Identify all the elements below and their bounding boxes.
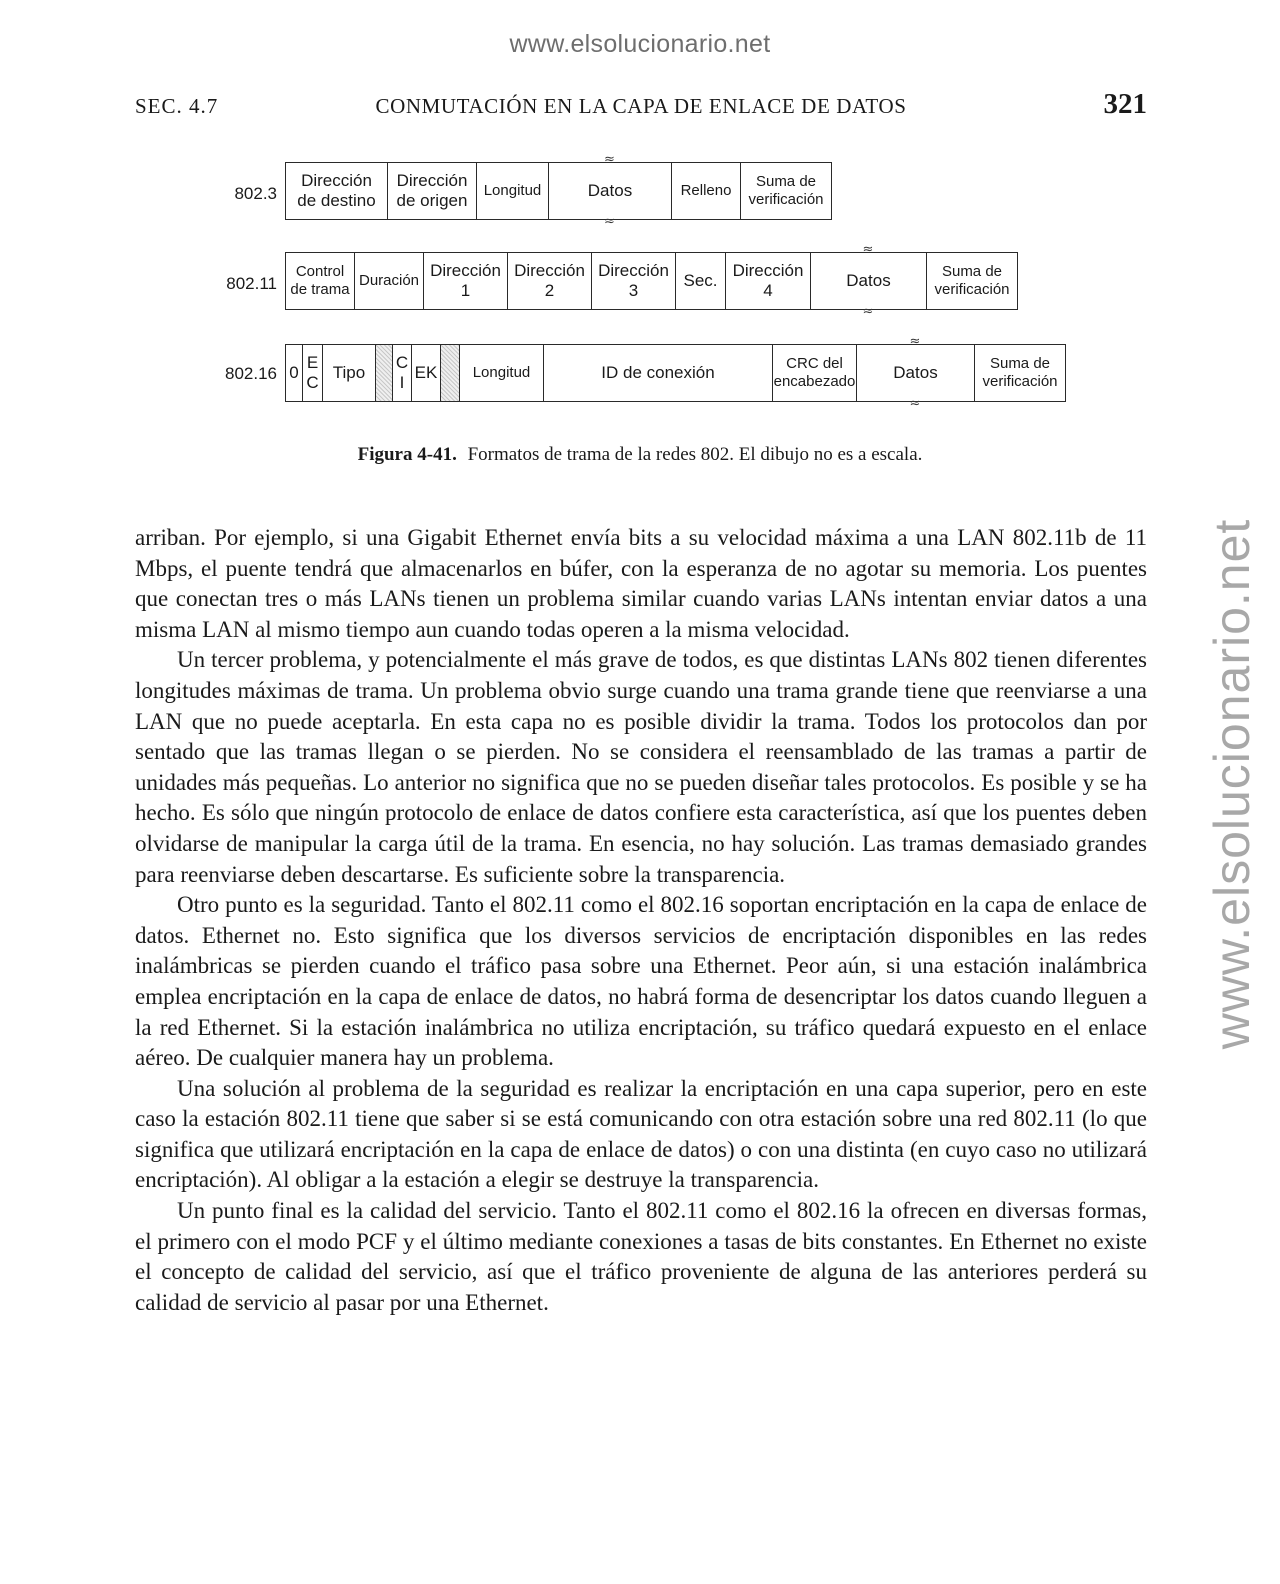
frame-field-line: I xyxy=(399,373,405,392)
frame-field xyxy=(740,162,832,220)
frame-field xyxy=(285,252,355,310)
frame-field-label xyxy=(514,261,585,302)
frame-field-label xyxy=(683,271,717,291)
frame-field-line: 0 xyxy=(289,362,299,382)
frame-field-label xyxy=(598,261,669,302)
frame-field-line: Sec. xyxy=(683,270,718,290)
frame-field-line: Relleno xyxy=(680,182,732,199)
frame-field-line: E xyxy=(306,352,319,372)
frame-field-line: C xyxy=(395,352,409,372)
frame-field-label xyxy=(484,182,542,200)
frame-field-label xyxy=(473,364,531,382)
frame-field-label xyxy=(681,182,732,200)
frame-field-label xyxy=(297,171,375,212)
section-number: SEC. 4.7 xyxy=(135,94,219,118)
frame-field xyxy=(543,344,773,402)
frame-field xyxy=(507,252,592,310)
frame-field-label xyxy=(430,261,501,302)
running-head xyxy=(135,88,1147,126)
break-mark-icon: ≈ xyxy=(909,396,921,411)
frame-field-line: 2 xyxy=(544,281,555,300)
frame-field-line: verificación xyxy=(982,373,1058,390)
frame-field-line: Longitud xyxy=(472,364,531,381)
frame-field-label xyxy=(415,363,438,383)
frame-field-label xyxy=(359,272,419,290)
frame-field-label xyxy=(846,271,890,291)
frame-field xyxy=(725,252,811,310)
figure-caption-label: Figura 4-41. xyxy=(357,444,457,465)
frame-field xyxy=(375,344,393,402)
frame-field-label xyxy=(601,363,714,383)
break-mark-icon: ≈ xyxy=(604,152,615,167)
frame-field xyxy=(387,162,477,220)
frame-field xyxy=(392,344,412,402)
paragraph: Una solución al problema de la seguridad es realizar la encriptación en una capa superior, pero en este caso la estación 802.11 tiene que saber si se está comunicando con otra estación sobre una red 802.11 (lo que significa que utilizará encriptación en la capa de enlace de datos) o con una distinta (en cuyo caso no utilizará encriptación). Al obligar a la estación a elegir se destruye la transparencia. xyxy=(135,1075,1147,1193)
frame-field-label xyxy=(893,363,937,383)
frame-field-line: Suma de xyxy=(941,263,1003,280)
frame-field xyxy=(285,344,303,402)
frame-field xyxy=(810,252,927,310)
frame-field-label xyxy=(733,261,804,302)
frame-field-line: 3 xyxy=(628,281,639,300)
frame-field-label xyxy=(934,263,1009,299)
frame-field xyxy=(548,162,672,220)
frame-field-line: Suma de xyxy=(989,355,1051,372)
watermark-side: www.elsolucionario.net xyxy=(1204,518,1260,1050)
break-mark-icon: ≈ xyxy=(604,214,615,229)
watermark-top: www.elsolucionario.net xyxy=(509,30,771,58)
frame-field-line: EK xyxy=(414,362,438,382)
frame-field-label xyxy=(289,363,298,383)
frame-field-line: encabezado xyxy=(773,373,856,390)
page-number: 321 xyxy=(1103,88,1147,120)
frame-field-label xyxy=(982,355,1057,391)
frame-field-line: C xyxy=(306,373,319,392)
frame-label: 802.16 xyxy=(225,364,277,383)
frame-field-line: de origen xyxy=(396,191,468,210)
break-mark-icon: ≈ xyxy=(909,334,921,349)
frame-field xyxy=(926,252,1018,310)
frame-field xyxy=(974,344,1066,402)
frame-field xyxy=(591,252,676,310)
paragraph: Otro punto es la seguridad. Tanto el 802.11 como el 802.16 soportan encriptación en la capa de enlace de datos. Ethernet no. Esto significa que los diversos servicios de encriptación disponibles en las redes inalámbricas se pierden cuando el tráfico pasa sobre una Ethernet. Peor aún, si una estación inalámbrica emplea encriptación en la capa de enlace de datos, no habrá forma de desencriptar los datos cuando lleguen a la red Ethernet. Si la estación inalámbrica no utiliza encriptación, su tráfico quedará expuesto en el enlace aéreo. De cualquier manera hay un problema. xyxy=(135,892,1147,1071)
frame-field-label xyxy=(306,353,318,394)
break-mark-icon: ≈ xyxy=(862,304,874,319)
frame-field-label xyxy=(397,171,468,212)
frame-field xyxy=(440,344,460,402)
frame-field xyxy=(285,162,388,220)
frame-field-line: Datos xyxy=(587,180,633,200)
frame-field-line: Suma de xyxy=(755,173,817,190)
frame-field xyxy=(856,344,975,402)
frame-field-line: de trama xyxy=(290,281,350,298)
frame-field xyxy=(354,252,424,310)
frame-field-line: de destino xyxy=(297,191,376,210)
figure-caption-text: Formatos de trama de la redes 802. El dibujo no es a escala. xyxy=(467,444,923,465)
frame-field-line: Longitud xyxy=(483,182,542,199)
frame-field-line: Duración xyxy=(358,272,420,289)
frame-field-line: verificación xyxy=(748,191,824,208)
frame-field-label xyxy=(588,181,632,201)
frame-field xyxy=(476,162,549,220)
frame-field-line: Tipo xyxy=(332,362,366,382)
frame-field xyxy=(671,162,741,220)
frame-field-line: Datos xyxy=(846,270,891,290)
frame-field-line: Dirección xyxy=(301,170,372,190)
frame-field-line: Datos xyxy=(893,362,938,382)
chapter-title: CONMUTACIÓN EN LA CAPA DE ENLACE DE DATOS xyxy=(375,94,907,118)
break-mark-icon: ≈ xyxy=(862,242,874,257)
frame-field-label xyxy=(774,355,856,391)
frame-field xyxy=(459,344,544,402)
frame-field-line: Dirección xyxy=(598,260,669,280)
paragraph: arriban. Por ejemplo, si una Gigabit Ethernet envía bits a su velocidad máxima a una LAN 802.11b de 11 Mbps, el puente tendrá que almacenarlos en búfer, con la esperanza de no agotar su memoria. Los puentes que conectan tres o más LANs tienen un problema similar cuando varias LANs intentan enviar datos a una misma LAN al mismo tiempo aun cuando todas operen a la misma velocidad. xyxy=(135,525,1147,642)
frame-field-line: ID de conexión xyxy=(601,362,715,382)
frame-label: 802.11 xyxy=(226,274,277,293)
body-text xyxy=(135,523,1147,1318)
frame-field-label xyxy=(748,173,823,209)
frame-field-label xyxy=(396,353,408,394)
frame-field-label xyxy=(333,363,365,383)
frame-field-line: Control xyxy=(295,263,345,280)
frame-field-line: verificación xyxy=(934,281,1010,298)
frame-field-line: CRC del xyxy=(786,355,843,372)
frame-field-line: Dirección xyxy=(732,260,804,280)
paragraph: Un tercer problema, y potencialmente el más grave de todos, es que distintas LANs 802 tienen diferentes longitudes máximas de trama. Un problema obvio surge cuando una trama grande tiene que reenviarse a una LAN que no puede aceptarla. En esta capa no es posible dividir la trama. Todos los protocolos dan por sentado que las tramas llegan o se pierden. No se considera el reensamblado de las tramas a partir de unidades más pequeñas. Lo anterior no significa que no se pueden diseñar tales protocolos. Es posible y se ha hecho. Es sólo que ningún protocolo de enlace de datos confiere esta característica, así que los puentes deben olvidarse de manipular la carga útil de la trama. En esencia, no hay solución. Las tramas demasiado grandes para reenviarse deben descartarse. Es suficiente sobre la transparencia. xyxy=(135,647,1147,887)
frame-format-figure xyxy=(0,150,1280,430)
frame-field-line: 1 xyxy=(460,281,471,300)
frame-field xyxy=(772,344,857,402)
frame-field-line: Dirección xyxy=(396,170,468,190)
frame-field-line: 4 xyxy=(763,281,773,300)
frame-field xyxy=(675,252,726,310)
frame-field xyxy=(411,344,441,402)
figure-caption xyxy=(0,444,1280,466)
paragraph: Un punto final es la calidad del servicio. Tanto el 802.11 como el 802.16 la ofrecen en diversas formas, el primero con el modo PCF y el último mediante conexiones a tasas de bits constantes. En Ethernet no existe el concepto de calidad del servicio, así que el tráfico proveniente de alguna de las anteriores perderá su calidad de servicio al pasar por una Ethernet. xyxy=(135,1198,1147,1315)
frame-field-label xyxy=(290,263,349,299)
frame-label: 802.3 xyxy=(234,184,277,203)
frame-field-line: Dirección xyxy=(430,260,501,280)
frame-field xyxy=(322,344,376,402)
frame-field xyxy=(423,252,508,310)
frame-field xyxy=(302,344,323,402)
frame-field-line: Dirección xyxy=(514,260,585,280)
